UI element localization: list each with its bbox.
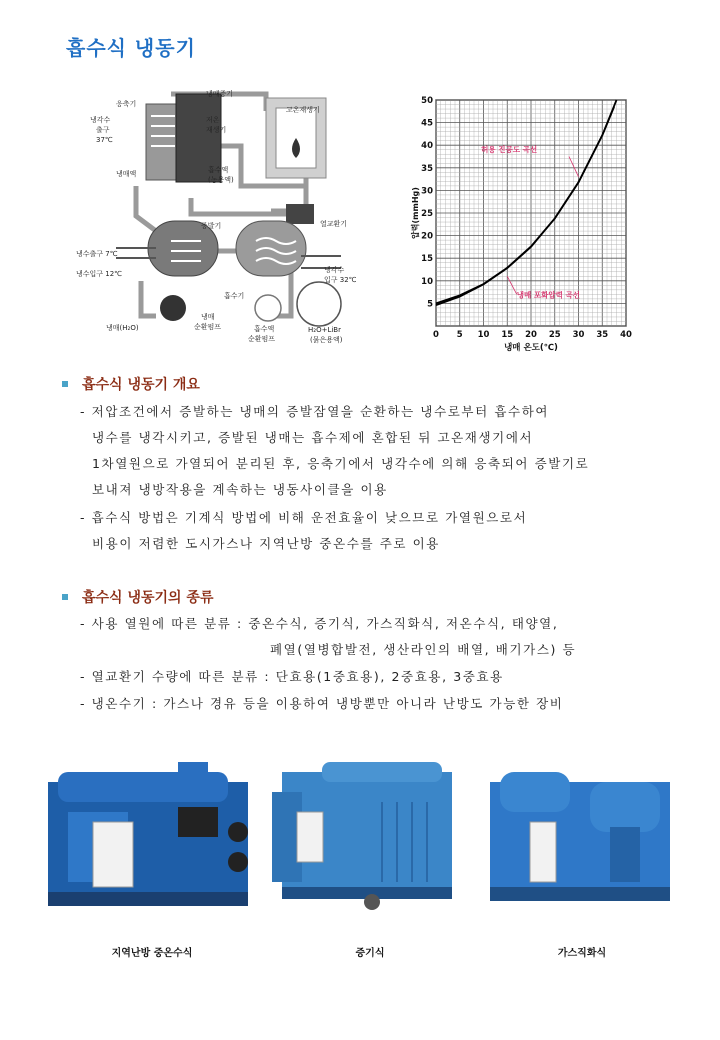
y-tick-label: 30	[421, 186, 433, 197]
y-tick-label: 15	[421, 254, 433, 265]
x-tick-label: 30	[572, 330, 585, 340]
x-tick-label: 20	[525, 330, 537, 340]
types-line: - 사용 열원에 따른 분류 : 중온수식, 증기식, 가스직화식, 저온수식, 태양열,	[80, 616, 559, 631]
label-abs-pump-1: 흡수액	[254, 325, 275, 333]
label-absorbent-1: 흡수액	[208, 166, 229, 174]
photo-caption: 가스직화식	[557, 948, 607, 959]
y-tick-label: 10	[421, 276, 433, 287]
label-low-temp-gen-1: 저온	[206, 116, 220, 124]
label-absorbent-2: (농용액)	[208, 176, 234, 184]
photo-caption: 지역난방 중온수식	[111, 948, 193, 959]
photo-district-heating-chiller	[38, 752, 258, 922]
types-line: 폐열(열병합발전, 생산라인의 배열, 배기가스) 등	[270, 642, 577, 657]
label-chilled-water-in: 냉수입구 12℃	[76, 270, 123, 278]
types-line: - 냉온수기 : 가스나 경유 등을 이용하여 냉방뿐만 아니라 난방도 가능한 장비	[80, 696, 564, 711]
label-chilled-water-out: 냉수출구 7℃	[76, 250, 118, 258]
label-evaporator: 증발기	[201, 222, 222, 230]
x-tick-label: 10	[477, 330, 490, 340]
label-ref-pump-1: 냉매	[201, 313, 215, 321]
x-tick-label: 35	[596, 330, 609, 340]
label-refrigerant-vapor: 냉매증기	[206, 90, 234, 98]
y-tick-label: 50	[421, 96, 433, 106]
label-cooling-water-out-2: 출구	[96, 126, 110, 134]
y-tick-label: 25	[421, 209, 433, 219]
series-label: 허용 진공도 곡선	[481, 144, 538, 154]
label-heat-exchanger: 열교환기	[320, 220, 348, 228]
label-cooling-water-in-2: 입구 32℃	[324, 276, 357, 284]
section-types-title: 흡수식 냉동기의 종류	[82, 590, 214, 606]
overview-line: 1차열원으로 가열되어 분리된 후, 응축기에서 냉각수에 의해 응축되어 증발기로	[92, 456, 590, 471]
label-solution-1: H₂O+LiBr	[308, 326, 341, 334]
overview-line: 비용이 저렴한 도시가스나 지역난방 중온수를 주로 이용	[92, 536, 440, 551]
x-tick-label: 15	[501, 330, 514, 340]
label-ref-pump-2: 순환펌프	[194, 323, 222, 331]
photo-steam-chiller	[262, 752, 472, 922]
label-solution-2: (묽은용액)	[310, 336, 343, 344]
bullet-icon	[62, 381, 68, 387]
photo-direct-fired-chiller	[480, 752, 680, 922]
label-cooling-water-out-1: 냉각수	[90, 116, 111, 124]
page-title: 흡수식 냉동기	[66, 36, 196, 60]
overview-line: 냉수를 냉각시키고, 증발된 냉매는 흡수제에 혼합된 뒤 고온재생기에서	[92, 430, 534, 445]
label-cooling-water-in-1: 냉각수	[324, 266, 345, 274]
overview-line: 보내져 냉방작용을 계속하는 냉동사이클을 이용	[92, 482, 388, 497]
section-overview-title: 흡수식 냉동기 개요	[82, 377, 200, 393]
label-refrigerant-h2o: 냉매(H₂O)	[106, 324, 139, 332]
x-tick-label: 0	[433, 330, 439, 340]
section-types-heading	[62, 587, 213, 607]
x-tick-label: 25	[548, 330, 561, 340]
label-absorber: 흡수기	[224, 292, 245, 300]
y-axis-label: 압력(mmHg)	[411, 187, 420, 239]
x-axis-label: 냉매 온도(℃)	[504, 343, 558, 353]
label-low-temp-gen-2: 재생기	[206, 126, 227, 134]
label-condenser: 응축기	[116, 100, 137, 108]
absorption-cycle-diagram	[76, 76, 376, 358]
label-abs-pump-2: 순환펌프	[248, 335, 276, 343]
overview-line: - 흡수식 방법은 기계식 방법에 비해 운전효율이 낮으므로 가열원으로서	[80, 510, 528, 525]
label-cooling-water-out-3: 37℃	[96, 136, 113, 144]
types-line: - 열교환기 수량에 따른 분류 : 단효용(1중효용), 2중효용, 3중효용	[80, 669, 504, 684]
pressure-temperature-chart	[410, 92, 640, 360]
x-tick-label: 5	[456, 330, 463, 340]
y-tick-label: 5	[427, 299, 433, 310]
y-tick-label: 40	[421, 141, 433, 152]
overview-line: - 저압조건에서 증발하는 냉매의 증발잠열을 순환하는 냉수로부터 흡수하여	[80, 404, 550, 419]
x-tick-label: 40	[620, 330, 632, 340]
series-label: 냉매 포화압력 곡선	[516, 290, 580, 300]
photo-caption: 증기식	[355, 948, 385, 959]
label-refrigerant-liquid: 냉매액	[116, 170, 137, 178]
y-tick-label: 35	[421, 163, 433, 174]
label-high-temp-generator: 고온재생기	[286, 106, 320, 114]
y-tick-label: 45	[421, 118, 433, 129]
section-overview-heading	[62, 374, 200, 394]
bullet-icon	[62, 594, 68, 600]
y-tick-label: 20	[421, 231, 433, 242]
